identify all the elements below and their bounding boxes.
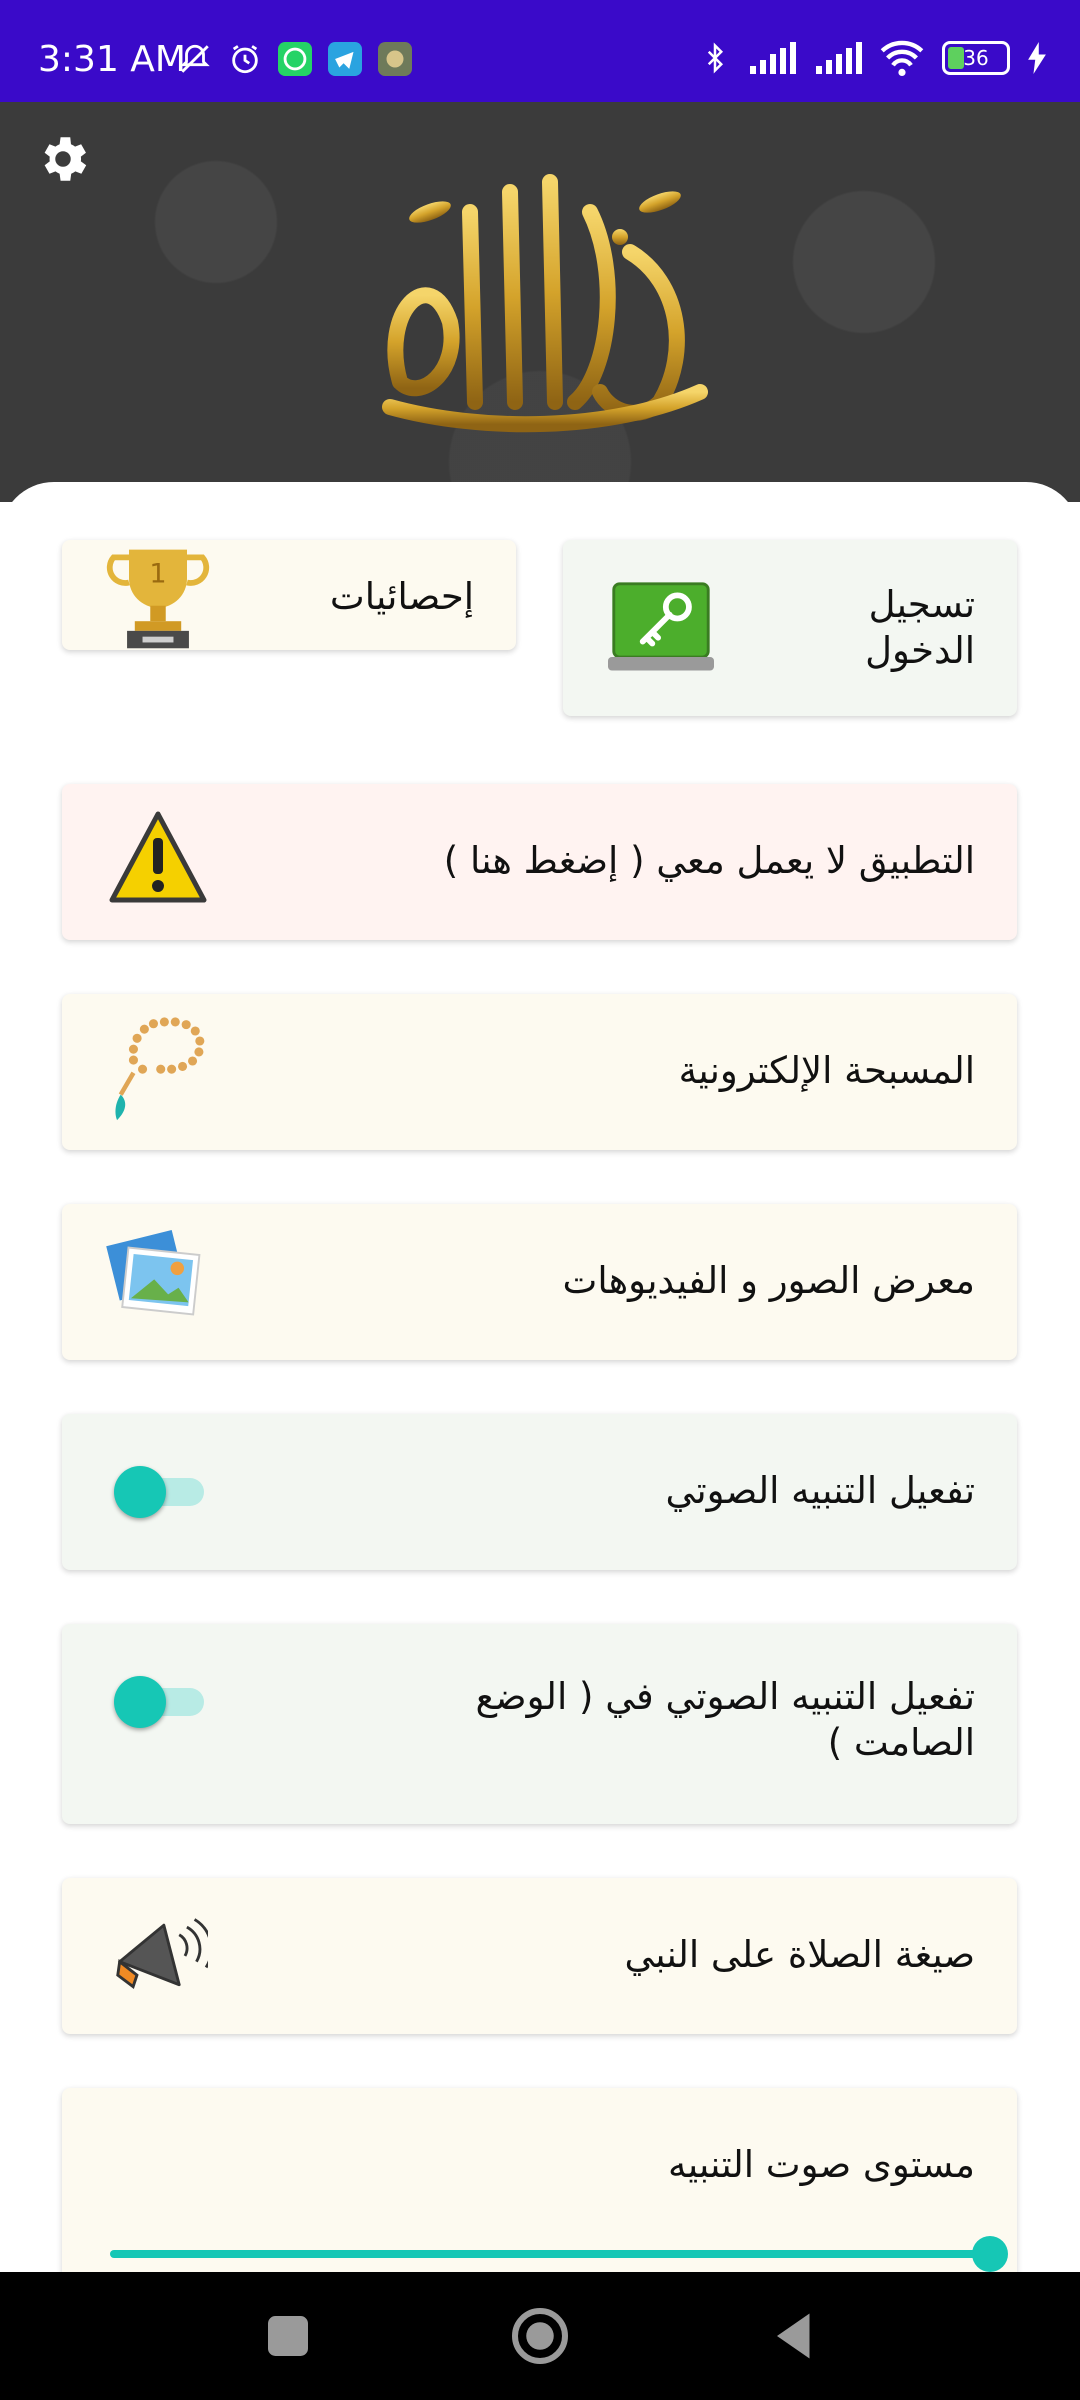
silent-alert-card	[62, 1624, 1017, 1824]
status-left-icons	[178, 42, 412, 76]
silent-alert-label: تفعيل التنبيه الصوتي في ( الوضع الصامت )	[475, 1675, 975, 1765]
stats-card[interactable]	[62, 540, 516, 650]
status-time: 3:31 AM	[38, 39, 186, 80]
silent-alert-toggle[interactable]	[114, 1682, 204, 1722]
status-bar	[0, 0, 1080, 102]
notification-off-icon	[178, 42, 212, 76]
home-icon[interactable]	[510, 2306, 570, 2366]
app-not-working-label: التطبيق لا يعمل معي ( إضغط هنا )	[443, 839, 975, 882]
login-card[interactable]	[563, 540, 1017, 716]
navigation-bar	[0, 2272, 1080, 2400]
tasbih-label: المسبحة الإلكترونية	[678, 1049, 975, 1092]
key-laptop-icon	[608, 578, 714, 684]
photos-icon	[106, 1226, 212, 1332]
whatsapp-icon	[278, 42, 312, 76]
toggle-knob	[114, 1676, 166, 1728]
stats-label: إحصائيات	[329, 575, 474, 618]
sound-alert-card	[62, 1414, 1017, 1570]
battery-icon	[942, 41, 1010, 75]
app-not-working-card[interactable]	[62, 784, 1017, 940]
volume-slider-track[interactable]	[110, 2250, 990, 2258]
gallery-label: معرض الصور و الفيديوهات	[562, 1259, 975, 1302]
status-right-icons	[700, 40, 1046, 76]
signal-icon	[748, 41, 796, 75]
volume-label: مستوى صوت التنبيه	[667, 2143, 975, 2186]
alarm-icon	[228, 42, 262, 76]
gallery-card[interactable]	[62, 1204, 1017, 1360]
tasbih-card[interactable]	[62, 994, 1017, 1150]
volume-slider-knob[interactable]	[972, 2236, 1008, 2272]
battery-level: 36	[963, 46, 989, 70]
content-sheet	[0, 482, 1080, 2272]
sound-alert-toggle[interactable]	[114, 1472, 204, 1512]
charging-icon	[1028, 42, 1046, 74]
toggle-knob	[114, 1466, 166, 1518]
megaphone-icon	[112, 1906, 208, 2002]
recent-apps-icon[interactable]	[258, 2306, 318, 2366]
app-icon	[378, 42, 412, 76]
back-icon[interactable]	[762, 2306, 822, 2366]
sound-alert-label: تفعيل التنبيه الصوتي	[665, 1469, 975, 1512]
volume-card	[62, 2088, 1017, 2272]
salawat-format-label: صيغة الصلاة على النبي	[624, 1933, 975, 1976]
salawat-format-card[interactable]	[62, 1878, 1017, 2034]
wifi-icon	[880, 40, 924, 76]
telegram-icon	[328, 42, 362, 76]
calligraphy-logo	[360, 152, 720, 442]
signal-icon	[814, 41, 862, 75]
header-banner	[0, 102, 1080, 502]
login-label: تسجيل الدخول	[865, 583, 975, 673]
gear-icon[interactable]	[34, 130, 92, 188]
svg-text:1: 1	[149, 558, 167, 590]
prayer-beads-icon	[108, 1016, 208, 1126]
bluetooth-icon	[700, 40, 730, 76]
trophy-icon	[100, 540, 216, 656]
warning-icon	[108, 808, 208, 908]
